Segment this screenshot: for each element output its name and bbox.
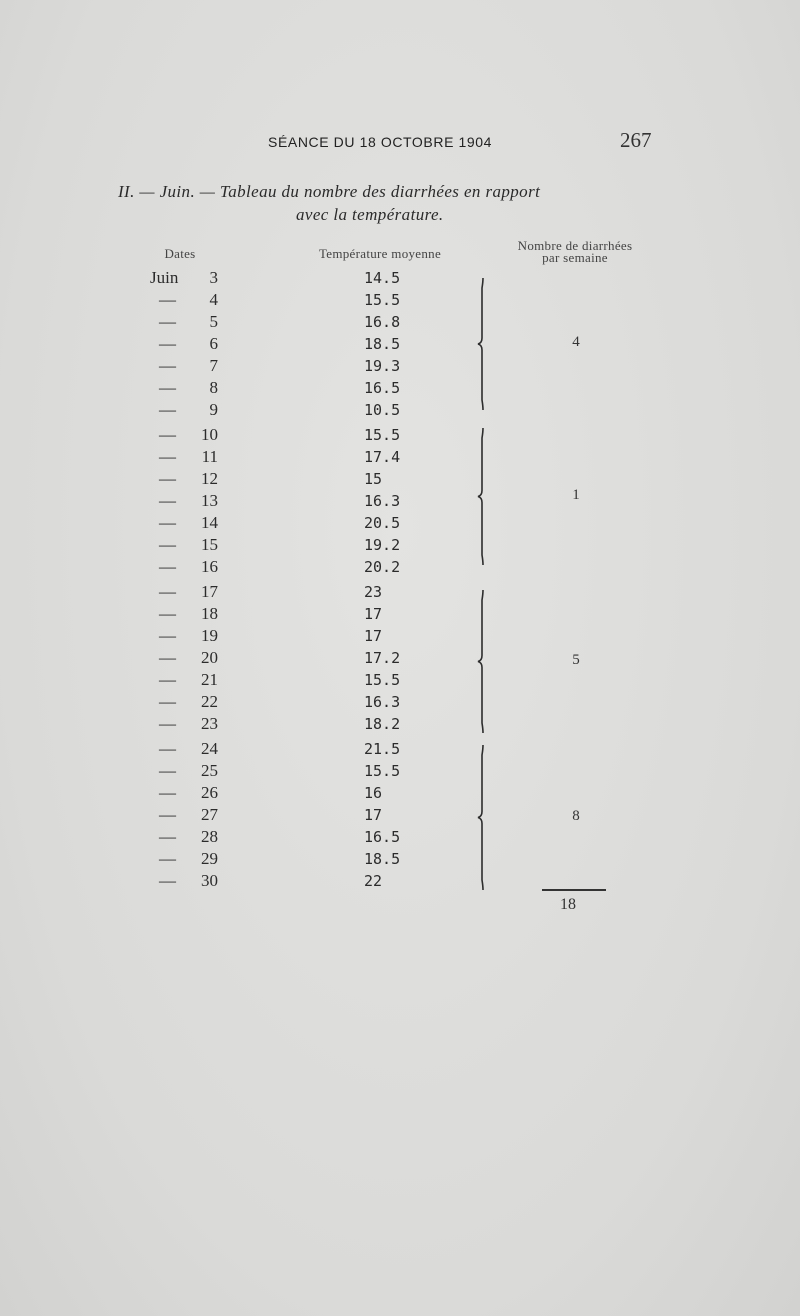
- day-number: 28: [201, 827, 218, 846]
- ditto-dash: —: [159, 692, 176, 711]
- total-count: 18: [560, 896, 576, 913]
- table-row: [0, 535, 800, 557]
- ditto-dash: —: [159, 447, 176, 466]
- temperature-value: 21.5: [364, 740, 401, 758]
- column-header-dates: Dates: [164, 246, 196, 261]
- ditto-dash: —: [159, 513, 176, 532]
- table-row: [0, 604, 800, 626]
- ditto-dash: —: [159, 714, 176, 733]
- day-number: 26: [201, 783, 218, 802]
- ditto-dash: —: [159, 827, 176, 846]
- table-row: [0, 491, 800, 513]
- day-number: 18: [201, 604, 218, 623]
- ditto-dash: —: [159, 378, 176, 397]
- week-count: 5: [572, 651, 580, 668]
- temperature-value: 19.2: [364, 536, 401, 554]
- table-row: [0, 557, 800, 579]
- day-number: 10: [201, 425, 218, 444]
- ditto-dash: —: [159, 626, 176, 645]
- temperature-value: 10.5: [364, 401, 401, 419]
- ditto-dash: —: [159, 739, 176, 758]
- page-number: 267: [620, 128, 652, 152]
- day-number: 4: [209, 290, 218, 309]
- table-row: [0, 582, 800, 604]
- ditto-dash: —: [159, 425, 176, 444]
- week-brace: [474, 428, 488, 565]
- day-number: 9: [209, 400, 218, 419]
- temperature-value: 20.5: [364, 514, 401, 532]
- day-number: 7: [209, 356, 218, 375]
- temperature-value: 15: [364, 470, 383, 488]
- temperature-value: 22: [364, 872, 383, 890]
- temperature-value: 15.5: [364, 291, 401, 309]
- week-brace: [474, 278, 488, 410]
- day-number: 21: [201, 670, 218, 689]
- week-brace: [474, 590, 488, 733]
- day-number: 29: [201, 849, 218, 868]
- column-header-temperature: Température moyenne: [318, 246, 442, 261]
- ditto-dash: —: [159, 400, 176, 419]
- caption-line-2: avec la température.: [296, 205, 444, 224]
- table-row: [0, 513, 800, 535]
- temperature-value: 15.5: [364, 426, 401, 444]
- table-row: [0, 714, 800, 736]
- ditto-dash: —: [159, 312, 176, 331]
- temperature-value: 15.5: [364, 762, 401, 780]
- week-count: 4: [572, 334, 580, 350]
- day-number: 16: [201, 557, 218, 576]
- column-header-diarrhees-line-1: Nombre de diarrhées: [517, 238, 633, 253]
- temperature-value: 18.2: [364, 715, 401, 733]
- table-row: [0, 290, 800, 312]
- week-count: 8: [572, 807, 580, 824]
- day-number: 19: [201, 626, 218, 645]
- ditto-dash: —: [159, 761, 176, 780]
- day-number: 20: [201, 648, 218, 667]
- ditto-dash: —: [159, 334, 176, 353]
- table-row: [0, 670, 800, 692]
- day-number: 6: [209, 334, 218, 353]
- table-row: [0, 692, 800, 714]
- temperature-value: 16.5: [364, 828, 401, 846]
- ditto-dash: —: [159, 805, 176, 824]
- temperature-value: 18.5: [364, 335, 401, 353]
- table-row: [0, 739, 800, 761]
- temperature-value: 17.4: [364, 448, 401, 466]
- temperature-value: 23: [364, 583, 383, 601]
- day-number: 12: [201, 469, 218, 488]
- temperature-value: 17: [364, 605, 383, 623]
- table-caption: [118, 182, 541, 224]
- day-number: 15: [201, 535, 218, 554]
- table-row: [0, 356, 800, 378]
- ditto-dash: —: [159, 582, 176, 601]
- temperature-value: 16.3: [364, 492, 401, 510]
- column-header-diarrhees-line-2: par semaine: [542, 250, 608, 265]
- day-number: 30: [201, 871, 218, 890]
- day-number: 11: [201, 447, 218, 466]
- ditto-dash: —: [159, 783, 176, 802]
- day-number: 17: [201, 582, 218, 601]
- week-count: 1: [572, 486, 580, 503]
- temperature-value: 18.5: [364, 850, 401, 868]
- table-row: [0, 761, 800, 783]
- table-row: [0, 626, 800, 648]
- temperature-value: 17: [364, 627, 383, 645]
- ditto-dash: —: [159, 849, 176, 868]
- ditto-dash: —: [159, 604, 176, 623]
- temperature-value: 16.5: [364, 379, 401, 397]
- ditto-dash: —: [159, 469, 176, 488]
- table-row: [0, 805, 800, 827]
- day-number: 23: [201, 714, 218, 733]
- ditto-dash: —: [159, 670, 176, 689]
- temperature-value: 16.3: [364, 693, 401, 711]
- table-row: [0, 400, 800, 422]
- day-number: 25: [201, 761, 218, 780]
- table-row: [0, 648, 800, 670]
- table-row: [0, 312, 800, 334]
- table-row: [0, 827, 800, 849]
- day-number: 27: [201, 805, 218, 824]
- table-row: [0, 783, 800, 805]
- table-row: [0, 871, 800, 893]
- ditto-dash: —: [159, 648, 176, 667]
- day-number: 5: [209, 312, 218, 331]
- ditto-dash: —: [159, 491, 176, 510]
- day-number: 13: [201, 491, 218, 510]
- column-header-diarrhees: [495, 240, 655, 264]
- table-row: [0, 849, 800, 871]
- month-label: Juin: [150, 268, 179, 287]
- table-row: [0, 378, 800, 400]
- table-row: [0, 268, 800, 290]
- week-brace: [474, 745, 488, 890]
- temperature-value: 19.3: [364, 357, 401, 375]
- running-head: SÉANCE DU 18 OCTOBRE 1904: [268, 134, 493, 150]
- temperature-value: 15.5: [364, 671, 401, 689]
- day-number: 14: [201, 513, 218, 532]
- table-row: [0, 447, 800, 469]
- ditto-dash: —: [159, 557, 176, 576]
- table-row: [0, 469, 800, 491]
- caption-line-1: II. — Juin. — Tableau du nombre des diarrhées en rapport: [118, 182, 541, 201]
- ditto-dash: —: [159, 290, 176, 309]
- temperature-value: 17.2: [364, 649, 401, 667]
- temperature-value: 16: [364, 784, 383, 802]
- day-number: 24: [201, 739, 218, 758]
- temperature-value: 20.2: [364, 558, 401, 576]
- table-row: [0, 334, 800, 356]
- temperature-value: 14.5: [364, 269, 401, 287]
- temperature-value: 16.8: [364, 313, 401, 331]
- ditto-dash: —: [159, 871, 176, 890]
- table-row: [0, 425, 800, 447]
- temperature-value: 17: [364, 806, 383, 824]
- day-number: 22: [201, 692, 218, 711]
- day-number: 3: [209, 268, 218, 287]
- ditto-dash: —: [159, 356, 176, 375]
- ditto-dash: —: [159, 535, 176, 554]
- total-rule: [542, 889, 606, 891]
- day-number: 8: [209, 378, 218, 397]
